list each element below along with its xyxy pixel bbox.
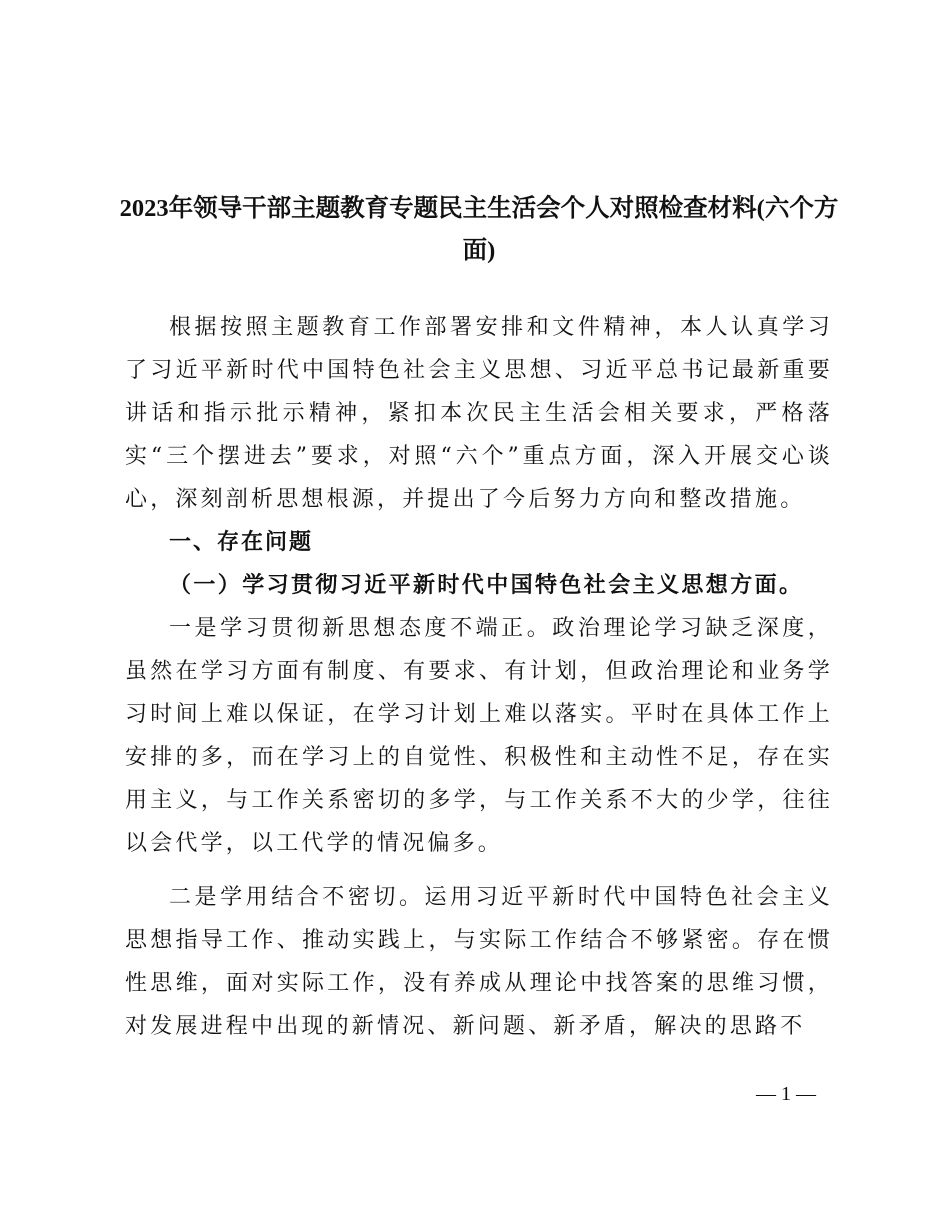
section-heading-problems: 一、存在问题 bbox=[169, 530, 314, 555]
subsection-heading-study: （一）学习贯彻习近平新时代中国特色社会主义思想方面。 bbox=[169, 572, 804, 598]
page-number: — 1 — bbox=[756, 1083, 816, 1105]
paragraph-point-one: 一是学习贯彻新思想态度不端正。政治理论学习缺乏深度，虽然在学习方面有制度、有要求、有计划，但政治理论和业务学习时间上难以保证，在学习计划上难以落实。平时在具体工作上安排的多，而在学习上的自觉性、积极性和主动性不足，存在实用主义，与工作关系密切的多学，与工作关系不大的少学，往往以会代学，以工代学的情况偏多。 bbox=[125, 616, 833, 856]
document-body bbox=[125, 306, 833, 1048]
intro-paragraph: 根据按照主题教育工作部署安排和文件精神，本人认真学习了习近平新时代中国特色社会主义思想、习近平总书记最新重要讲话和指示批示精神，紧扣本次民主生活会相关要求，严格落实“三个摆进去”要求，对照“六个”重点方面，深入开展交心谈心，深刻剖析思想根源，并提出了今后努力方向和整改措施。 bbox=[125, 315, 833, 512]
document-title: 2023年领导干部主题教育专题民主生活会个人对照检查材料(六个方面) bbox=[119, 195, 839, 264]
paragraph-point-two: 二是学用结合不密切。运用习近平新时代中国特色社会主义思想指导工作、推动实践上，与实际工作结合不够紧密。存在惯性思维，面对实际工作，没有养成从理论中找答案的思维习惯，对发展进程中出现的新情况、新问题、新矛盾，解决的思路不 bbox=[125, 885, 833, 1039]
